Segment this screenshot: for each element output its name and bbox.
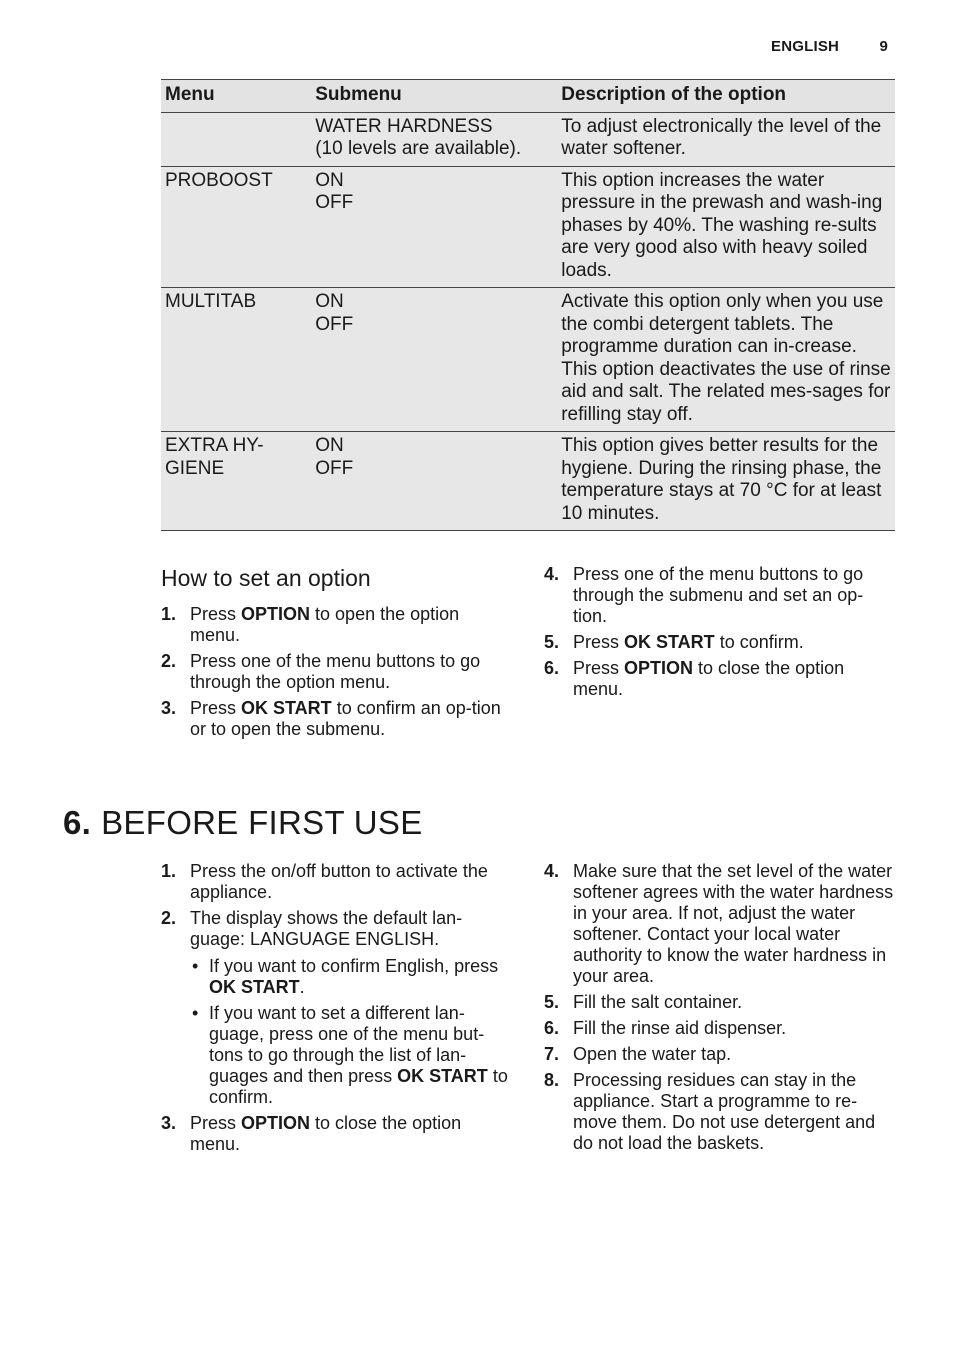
header-description: Description of the option [557,80,895,113]
bullet-text: If you want to confirm English, press [209,956,499,976]
step-number: 1. [161,604,177,624]
chapter-number: 6. [63,804,92,841]
page-number: 9 [879,38,888,55]
first-use-steps [161,861,511,1155]
list-item [161,604,511,646]
step-number: 1. [161,861,177,881]
chapter-title: BEFORE FIRST USE [101,804,423,841]
step-text: Fill the rinse aid dispenser. [573,1018,787,1038]
step-text: Processing residues can stay in the appliance. Start a programme to re-move them. Do not use detergent and do not load the baskets. [573,1070,876,1153]
first-use-steps-continued [544,861,896,1154]
description-cell: This option increases the water pressure in the prewash and wash-ing phases by 40%. The washing re-sults are very good also with heavy soiled loads. [557,166,895,288]
options-table [161,79,895,531]
step-text: to close the option menu. [573,658,845,699]
menu-cell [161,112,311,166]
list-item [544,658,894,700]
step-number: 8. [544,1070,560,1090]
step-text: Press one of the menu buttons to go through the submenu and set an op-tion. [573,564,864,626]
step-number: 5. [544,632,560,652]
submenu-cell: ON OFF [311,166,557,288]
step-text: Press one of the menu buttons to go through the option menu. [190,651,481,692]
list-item [544,564,894,627]
page-header [771,38,888,55]
step-number: 4. [544,861,560,881]
before-first-use-right-column [544,861,896,1159]
description-cell: To adjust electronically the level of the water softener. [557,112,895,166]
bullet-text: If you want to set a different lan-guage, press one of the menu but-tons to go through the list of lan-guages and then press [209,1003,485,1086]
language-label: ENGLISH [771,38,840,55]
key-label: OK START [209,977,300,997]
key-label: OPTION [241,1113,311,1133]
step-number: 6. [544,658,560,678]
table-row [161,288,895,432]
step-text: Fill the salt container. [573,992,743,1012]
step-text: Press [573,632,625,652]
step-text: Make sure that the set level of the water softener agrees with the water hardness in your area. If not, adjust the water softener. Contact your local water authority to know the water hardness in your area. [573,861,894,986]
chapter-heading [63,804,423,842]
language-options [190,956,511,1108]
step-number: 3. [161,698,177,718]
submenu-cell: ON OFF [311,288,557,432]
list-item [161,861,511,903]
submenu-cell: WATER HARDNESS (10 levels are available). [311,112,557,166]
list-item [544,992,896,1013]
list-item [544,861,896,987]
how-to-set-steps [161,604,511,740]
menu-cell: PROBOOST [161,166,311,288]
step-text: Open the water tap. [573,1044,732,1064]
list-item [161,1113,511,1155]
key-label: OK START [624,632,715,652]
table-row [161,166,895,288]
description-cell: This option gives better results for the hygiene. During the rinsing phase, the temperature stays at 70 °C for at least 10 minutes. [557,432,895,531]
header-menu: Menu [161,80,311,113]
list-item [190,1003,511,1108]
key-label: OPTION [241,604,311,624]
bullet-text: to confirm. [209,1066,508,1107]
step-number: 6. [544,1018,560,1038]
list-item [544,1044,896,1065]
step-text: to open the option menu. [190,604,460,645]
key-label: OK START [241,698,332,718]
step-text: Press the on/off button to activate the appliance. [190,861,488,902]
step-text: Press [573,658,625,678]
list-item [544,1070,896,1154]
key-label: OPTION [624,658,694,678]
how-to-set-steps-continued [544,564,894,700]
bullet-text: . [299,977,305,997]
step-text: to confirm. [714,632,804,652]
list-item [161,698,511,740]
step-text: to close the option menu. [190,1113,462,1154]
table-row [161,112,895,166]
step-text: Press [190,1113,242,1133]
list-item [544,1018,896,1039]
list-item [161,651,511,693]
table-row [161,432,895,531]
menu-cell: MULTITAB [161,288,311,432]
key-label: OK START [397,1066,488,1086]
menu-cell: EXTRA HY- GIENE [161,432,311,531]
step-number: 4. [544,564,560,584]
step-text: Press [190,698,242,718]
how-to-set-left-column [161,564,511,745]
before-first-use-left-column [161,861,511,1160]
step-number: 7. [544,1044,560,1064]
header-submenu: Submenu [311,80,557,113]
table-header-row [161,80,895,113]
how-to-set-right-column [544,564,894,705]
step-number: 5. [544,992,560,1012]
step-number: 3. [161,1113,177,1133]
step-text: to confirm an op-tion or to open the submenu. [190,698,501,739]
step-text: Press [190,604,242,624]
list-item [161,908,511,1108]
submenu-cell: ON OFF [311,432,557,531]
description-cell: Activate this option only when you use the combi detergent tablets. The programme duration can in-crease. This option deactivates the use of rinse aid and salt. The related mes-sages for refilling stay off. [557,288,895,432]
list-item [544,632,894,653]
section-subheading: How to set an option [161,565,371,591]
list-item [190,956,511,998]
step-text: The display shows the default lan-guage: LANGUAGE ENGLISH. [190,908,463,949]
step-number: 2. [161,651,177,671]
step-number: 2. [161,908,177,928]
